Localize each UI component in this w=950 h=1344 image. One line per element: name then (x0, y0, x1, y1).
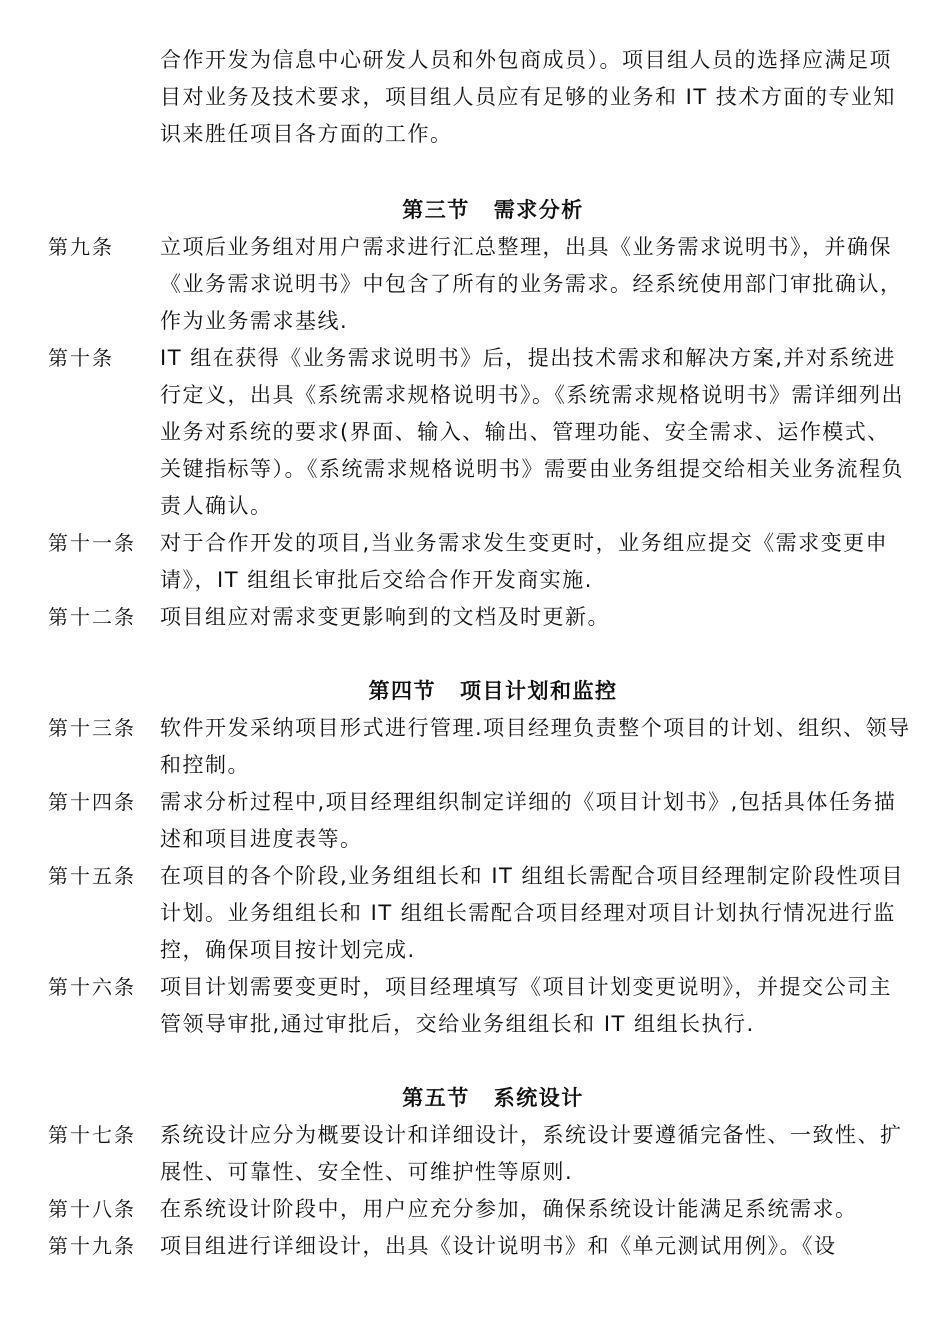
section-title: 需求分析 (493, 198, 584, 222)
section-number: 第三节 (402, 198, 470, 222)
section-number: 第五节 (402, 1086, 470, 1110)
article-text: 软件开发采纳项目形式进行管理.项目经理负责整个项目的计划、组织、领导和控制。 (160, 716, 911, 777)
section-heading-4 (0, 673, 950, 710)
article-number: 第九条 (48, 235, 114, 259)
article-number: 第十四条 (48, 790, 136, 814)
section-number: 第四节 (368, 679, 436, 703)
article-number: 第十条 (48, 346, 114, 370)
article-text: 系统设计应分为概要设计和详细设计，系统设计要遵循完备性、一致性、扩展性、可靠性、安全性、可维护性等原则. (160, 1123, 903, 1184)
article-text: 立项后业务组对用户需求进行汇总整理，出具《业务需求说明书》，并确保《业务需求说明书》中包含了所有的业务需求。经系统使用部门审批确认，作为业务需求基线. (160, 235, 903, 333)
article-text: 项目组应对需求变更影响到的文档及时更新。 (160, 605, 610, 629)
article-text: 对于合作开发的项目,当业务需求发生变更时，业务组应提交《需求变更申请》，IT 组组长审批后交给合作开发商实施. (160, 531, 889, 592)
article-number: 第十三条 (48, 716, 136, 740)
article-text: 在系统设计阶段中，用户应充分参加，确保系统设计能满足系统需求。 (160, 1197, 858, 1221)
article-number: 第十九条 (48, 1234, 136, 1258)
article-text: 项目组进行详细设计，出具《设计说明书》和《单元测试用例》。《设 (160, 1234, 837, 1258)
article-text: 项目计划需要变更时，项目经理填写《项目计划变更说明》，并提交公司主管领导审批,通过审批后，交给业务组组长和 IT 组组长执行. (160, 975, 892, 1036)
article-number: 第十六条 (48, 975, 136, 999)
article-number: 第十二条 (48, 605, 136, 629)
intro-paragraph: 合作开发为信息中心研发人员和外包商成员）。项目组人员的选择应满足项目对业务及技术要求，项目组人员应有足够的业务和 IT 技术方面的专业知识来胜任项目各方面的工作。 (160, 48, 896, 146)
section-title: 项目计划和监控 (460, 679, 618, 703)
article-text: 需求分析过程中,项目经理组织制定详细的《项目计划书》,包括具体任务描述和项目进度表等。 (160, 790, 897, 851)
article-number: 第十五条 (48, 864, 136, 888)
section-heading-3 (0, 192, 950, 229)
article-number: 第十八条 (48, 1197, 136, 1221)
article-text: IT 组在获得《业务需求说明书》后，提出技术需求和解决方案,并对系统进行定义，出具《系统需求规格说明书》。《系统需求规格说明书》需详细列出业务对系统的要求(界面、输入、输出、管理功能、安全需求、运作模式、关键指标等）。《系统需求规格说明书》需要由业务组提交给相关业务流程负责人确认。 (160, 346, 904, 518)
section-title: 系统设计 (493, 1086, 584, 1110)
section-heading-5 (0, 1080, 950, 1117)
article-number: 第十一条 (48, 531, 136, 555)
article-number: 第十七条 (48, 1123, 136, 1147)
article-text: 在项目的各个阶段,业务组组长和 IT 组组长需配合项目经理制定阶段性项目计划。业务组组长和 IT 组组长需配合项目经理对项目计划执行情况进行监控，确保项目按计划完成. (160, 864, 905, 962)
